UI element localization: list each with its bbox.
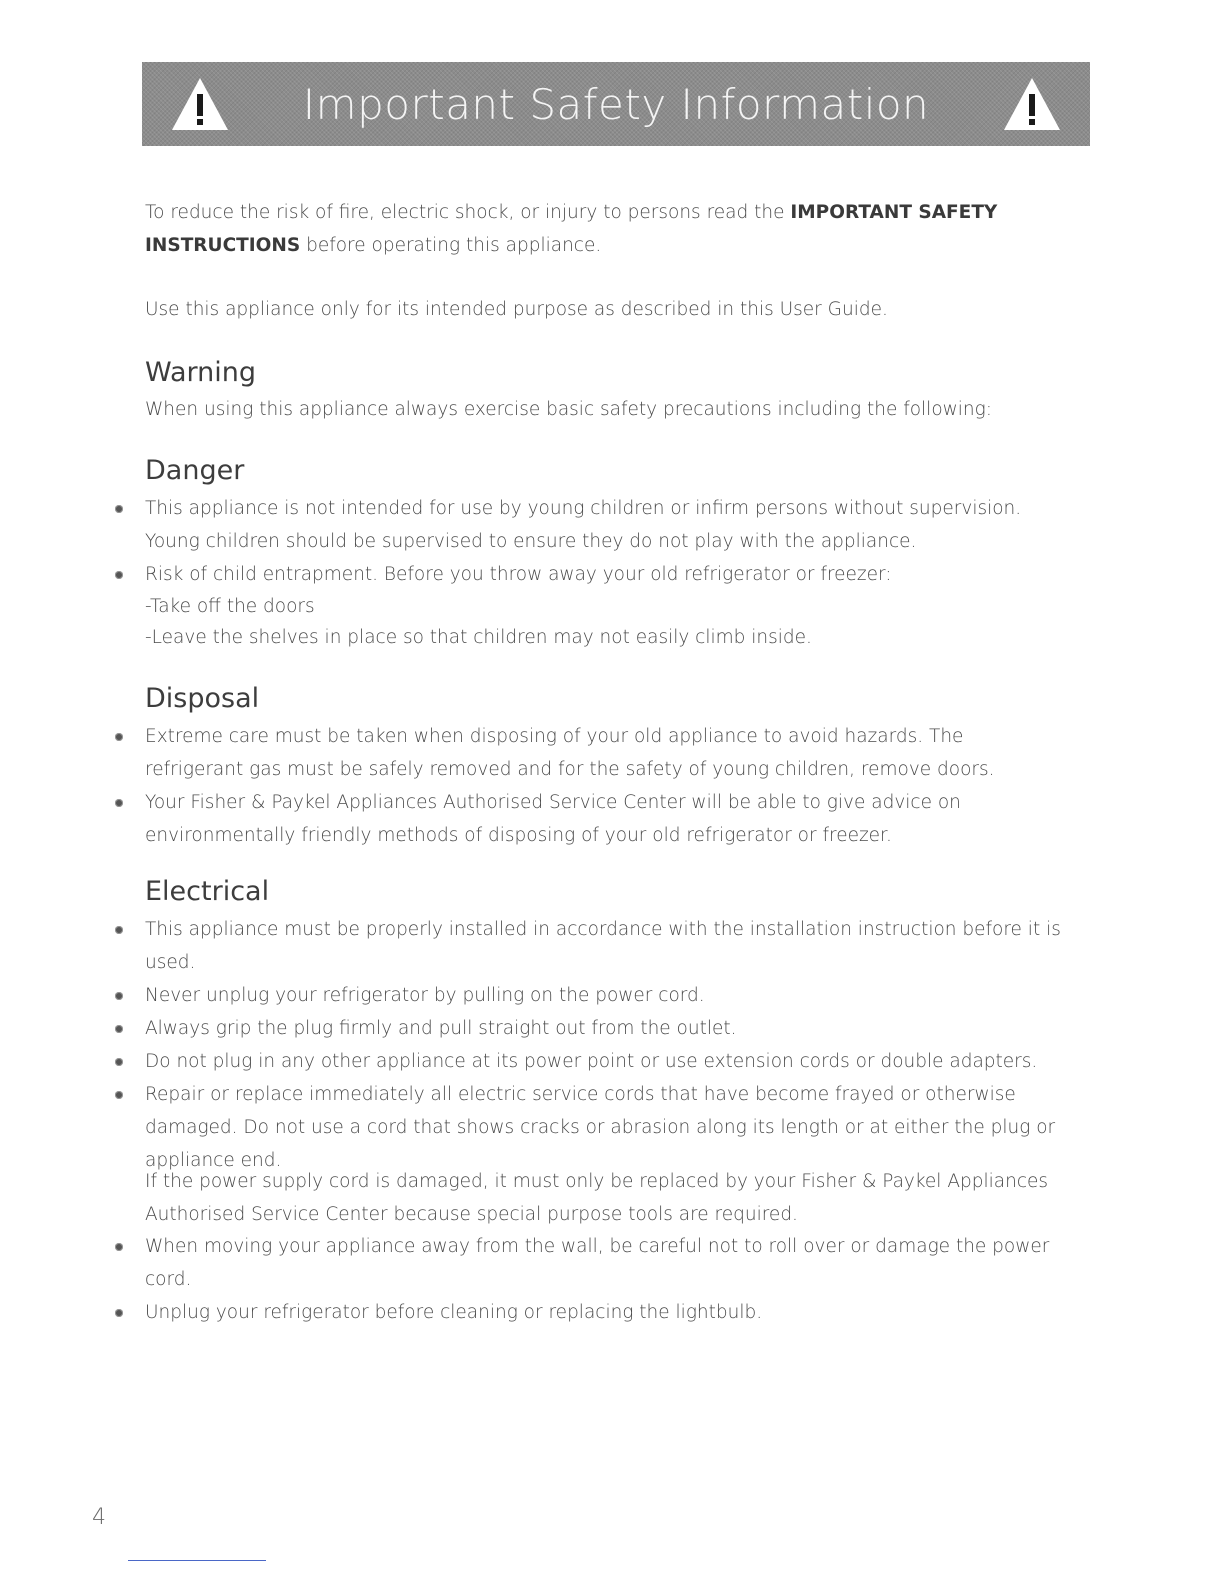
list-item: Do not plug in any other appliance at its power point or use extension cords or double adapters. — [112, 1045, 1102, 1078]
list-item: This appliance must be properly installed in accordance with the installation instruction before it is used. — [112, 913, 1102, 979]
electrical-heading: Electrical — [145, 876, 270, 907]
bullet-icon — [115, 505, 123, 513]
danger-subline: -Take off the doors — [145, 596, 315, 617]
bullet-icon — [115, 1091, 123, 1099]
list-item: Risk of child entrapment. Before you throw away your old refrigerator or freezer: — [112, 558, 1072, 591]
bullet-icon — [115, 992, 123, 1000]
bullet-icon — [115, 1309, 123, 1317]
warning-triangle-icon — [170, 76, 230, 132]
bullet-icon — [115, 571, 123, 579]
list-item: This appliance is not intended for use by young children or infirm persons without supervision. Young children should be supervised to ensure they do not play with the appliance. — [112, 492, 1072, 558]
safety-banner — [142, 62, 1090, 146]
list-item: Unplug your refrigerator before cleaning or replacing the lightbulb. — [112, 1296, 1052, 1329]
warning-heading: Warning — [145, 357, 257, 388]
bullet-icon — [115, 926, 123, 934]
danger-subline: -Leave the shelves in place so that children may not easily climb inside. — [145, 627, 812, 648]
electrical-list-b — [112, 1230, 1052, 1329]
warning-triangle-icon — [1002, 76, 1062, 132]
page-number: 4 — [92, 1505, 106, 1530]
intro-emphasis: IMPORTANT SAFETY INSTRUCTIONS — [145, 202, 998, 256]
electrical-list-a — [112, 913, 1102, 1177]
list-item: When moving your appliance away from the wall, be careful not to roll over or damage the power cord. — [112, 1230, 1052, 1296]
danger-list — [112, 492, 1072, 591]
disposal-list — [112, 720, 1012, 852]
bullet-icon — [115, 799, 123, 807]
list-item: Repair or replace immediately all electric service cords that have become frayed or otherwise damaged. Do not use a cord that shows cracks or abrasion along its length or at either the plug or appliance end. — [112, 1078, 1102, 1177]
intro-text-end: before operating this appliance. — [300, 235, 602, 256]
intro-text: To reduce the risk of fire, electric shock, or injury to persons read the — [145, 202, 791, 223]
bullet-icon — [115, 733, 123, 741]
bullet-icon — [115, 1243, 123, 1251]
electrical-note: If the power supply cord is damaged, it must only be replaced by your Fisher & Paykel Appliances Authorised Service Center because special purpose tools are required. — [145, 1171, 1049, 1225]
danger-heading: Danger — [145, 455, 245, 486]
bullet-icon — [115, 1058, 123, 1066]
banner-title: Important Safety Information — [302, 79, 930, 129]
bullet-icon — [115, 1025, 123, 1033]
warning-text: When using this appliance always exercise basic safety precautions including the following: — [145, 399, 992, 420]
list-item: Always grip the plug firmly and pull straight out from the outlet. — [112, 1012, 1102, 1045]
list-item: Never unplug your refrigerator by pulling on the power cord. — [112, 979, 1102, 1012]
list-item: Your Fisher & Paykel Appliances Authorised Service Center will be able to give advice on environmentally friendly methods of disposing of your old refrigerator or freezer. — [112, 786, 1012, 852]
disposal-heading: Disposal — [145, 683, 260, 714]
list-item: Extreme care must be taken when disposing of your old appliance to avoid hazards. The refrigerant gas must be safely removed and for the safety of young children, remove doors. — [112, 720, 1012, 786]
purpose-paragraph: Use this appliance only for its intended purpose as described in this User Guide. — [145, 299, 888, 320]
intro-paragraph — [145, 196, 1045, 262]
footer-divider — [128, 1560, 266, 1561]
